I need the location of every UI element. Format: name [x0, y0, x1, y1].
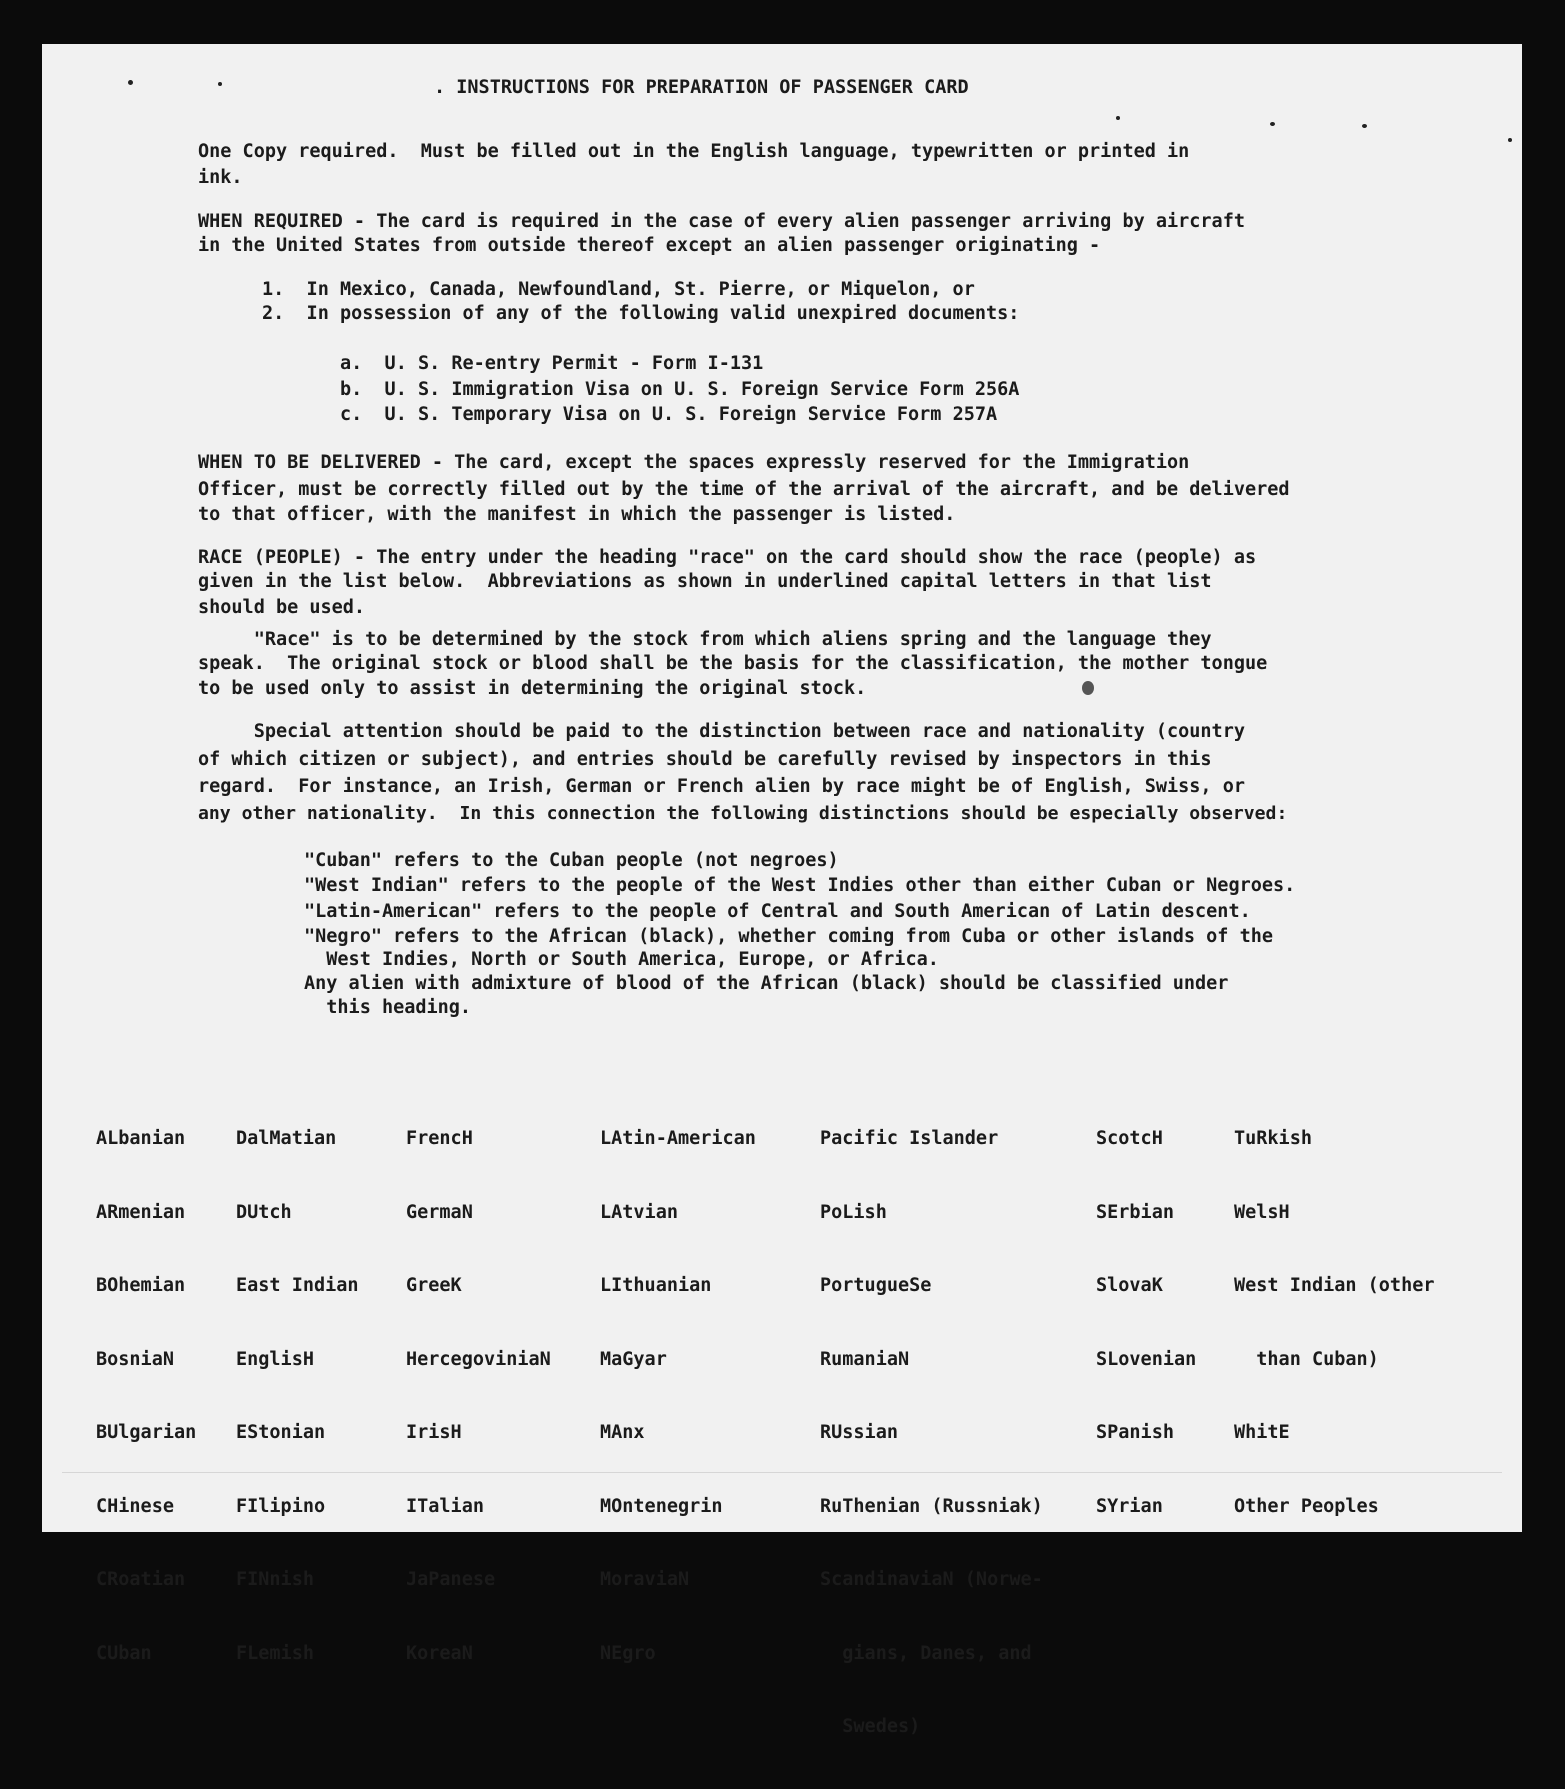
race-definition-line: "Race" is to be determined by the stock from which aliens spring and the language they: [198, 629, 1212, 650]
distinction-line: West Indies, North or South America, Europe, or Africa.: [304, 949, 939, 970]
race-people-line: should be used.: [198, 597, 366, 618]
when-required-line: WHEN REQUIRED - The card is required in the case of every alien passenger arriving by aircraft: [198, 211, 1245, 232]
race-list-column-1: [96, 1078, 196, 1715]
race-entry: ScotcH: [1096, 1128, 1163, 1149]
scan-speck: [1082, 681, 1094, 695]
race-entry: PoLish: [820, 1201, 887, 1223]
document-item: c. U. S. Temporary Visa on U. S. Foreign Service Form 257A: [340, 404, 998, 425]
distinction-line: this heading.: [304, 997, 472, 1018]
race-entry: East Indian: [236, 1275, 359, 1296]
race-entry: FLemish: [236, 1642, 314, 1664]
race-entry: SlovaK: [1096, 1275, 1163, 1296]
race-people-line: given in the list below. Abbreviations as shown in underlined capital letters in that list: [198, 571, 1212, 592]
race-entry: Other Peoples: [1234, 1495, 1379, 1517]
race-entry: KoreaN: [406, 1642, 473, 1664]
scan-speck: [1362, 124, 1367, 128]
race-entry: LIthuanian: [600, 1275, 712, 1296]
distinction-line: "West Indian" refers to the people of the West Indies other than either Cuban or Negroes.: [304, 875, 1296, 896]
race-entry: FINnish: [236, 1569, 314, 1590]
copy-requirement-line: ink.: [198, 167, 243, 188]
race-entry: CHinese: [96, 1495, 174, 1517]
when-required-line: in the United States from outside thereof except an alien passenger originating -: [198, 235, 1101, 256]
scan-speck: [128, 80, 133, 85]
race-entry: CUban: [96, 1642, 152, 1664]
special-attention-line: regard. For instance, an Irish, German or French alien by race might be of English, Swiss, or: [198, 776, 1245, 797]
race-entry: LAtvian: [600, 1201, 678, 1223]
distinction-line: Any alien with admixture of blood of the African (black) should be classified under: [304, 973, 1229, 994]
race-entry: BUlgarian: [96, 1422, 197, 1443]
race-entry: DalMatian: [236, 1128, 337, 1149]
race-entry: Pacific Islander: [820, 1128, 999, 1149]
when-delivered-line: WHEN TO BE DELIVERED - The card, except the spaces expressly reserved for the Immigration: [198, 452, 1190, 473]
race-entry: GermaN: [406, 1201, 473, 1223]
race-list-column-7: [1234, 1078, 1434, 1568]
race-entry: ALbanian: [96, 1128, 186, 1149]
race-entry: HercegoviniaN: [406, 1348, 551, 1370]
copy-requirement-line: One Copy required. Must be filled out in the English language, typewritten or printed in: [198, 141, 1190, 162]
race-entry: PortugueSe: [820, 1275, 932, 1296]
special-attention-line: any other nationality. In this connection the following distinctions should be especially observed:: [198, 803, 1288, 824]
race-entry: SYrian: [1096, 1495, 1163, 1517]
race-entry: FIlipino: [236, 1495, 326, 1517]
race-entry: BOhemian: [96, 1275, 186, 1296]
distinction-line: "Negro" refers to the African (black), whether coming from Cuba or other islands of the: [304, 926, 1274, 947]
race-entry: than Cuban): [1234, 1348, 1379, 1370]
race-entry: SPanish: [1096, 1422, 1174, 1443]
race-entry: BosniaN: [96, 1348, 174, 1370]
race-entry: DUtch: [236, 1201, 292, 1223]
distinction-line: "Latin-American" refers to the people of Central and South American of Latin descent.: [304, 901, 1251, 922]
race-entry: RuThenian (Russniak): [820, 1495, 1043, 1517]
special-attention-line: Special attention should be paid to the distinction between race and nationality (country: [198, 721, 1245, 742]
race-entry: NEgro: [600, 1642, 656, 1664]
race-entry: EStonian: [236, 1422, 326, 1443]
numbered-item: 2. In possession of any of the following valid unexpired documents:: [262, 303, 1020, 324]
race-entry: ITalian: [406, 1495, 484, 1517]
race-entry: West Indian (other: [1234, 1275, 1435, 1296]
race-entry: Swedes): [820, 1716, 921, 1737]
race-list-column-6: [1096, 1078, 1196, 1568]
scan-speck: [218, 82, 222, 86]
document-page: [42, 44, 1522, 1737]
race-entry: MoraviaN: [600, 1569, 690, 1590]
race-entry: EnglisH: [236, 1348, 314, 1370]
race-entry: MAnx: [600, 1422, 645, 1443]
document-item: b. U. S. Immigration Visa on U. S. Foreign Service Form 256A: [340, 379, 1020, 400]
race-entry: SErbian: [1096, 1201, 1174, 1223]
race-list-column-3: [406, 1078, 551, 1715]
race-list-column-5: [820, 1078, 1043, 1789]
race-definition-line: to be used only to assist in determining the original stock.: [198, 678, 867, 699]
race-entry: MaGyar: [600, 1348, 667, 1370]
race-entry: MOntenegrin: [600, 1495, 723, 1517]
race-entry: GreeK: [406, 1275, 462, 1296]
scan-speck: [1270, 122, 1275, 126]
special-attention-line: of which citizen or subject), and entries should be carefully revised by inspectors in this: [198, 749, 1212, 770]
race-entry: gians, Danes, and: [820, 1642, 1032, 1664]
distinction-line: "Cuban" refers to the Cuban people (not negroes): [304, 850, 839, 871]
race-entry: ScandinaviaN (Norwe-: [820, 1569, 1043, 1590]
document-item: a. U. S. Re-entry Permit - Form I-131: [340, 353, 764, 374]
race-entry: FrencH: [406, 1128, 473, 1149]
race-entry: LAtin-American: [600, 1128, 756, 1149]
scan-speck: [1116, 116, 1120, 120]
race-entry: JaPanese: [406, 1569, 496, 1590]
race-entry: SLovenian: [1096, 1348, 1197, 1370]
scan-speck: [1508, 138, 1512, 142]
race-list-column-2: [236, 1078, 359, 1715]
race-definition-line: speak. The original stock or blood shall be the basis for the classification, the mother tongue: [198, 653, 1268, 674]
race-entry: TuRkish: [1234, 1128, 1312, 1149]
when-delivered-line: Officer, must be correctly filled out by the time of the arrival of the aircraft, and be delivered: [198, 479, 1290, 500]
race-entry: CRoatian: [96, 1569, 186, 1590]
numbered-item: 1. In Mexico, Canada, Newfoundland, St. Pierre, or Miquelon, or: [262, 279, 975, 300]
document-title: . INSTRUCTIONS FOR PREPARATION OF PASSENGER CARD: [434, 77, 969, 98]
race-entry: ARmenian: [96, 1201, 186, 1223]
race-entry: RumaniaN: [820, 1348, 910, 1370]
race-entry: WhitE: [1234, 1422, 1290, 1443]
when-delivered-line: to that officer, with the manifest in which the passenger is listed.: [198, 504, 956, 525]
race-entry: IrisH: [406, 1422, 462, 1443]
race-entry: RUssian: [820, 1422, 898, 1443]
race-list-column-4: [600, 1078, 756, 1715]
race-people-line: RACE (PEOPLE) - The entry under the heading "race" on the card should show the race (people) as: [198, 547, 1257, 568]
race-entry: WelsH: [1234, 1201, 1290, 1223]
